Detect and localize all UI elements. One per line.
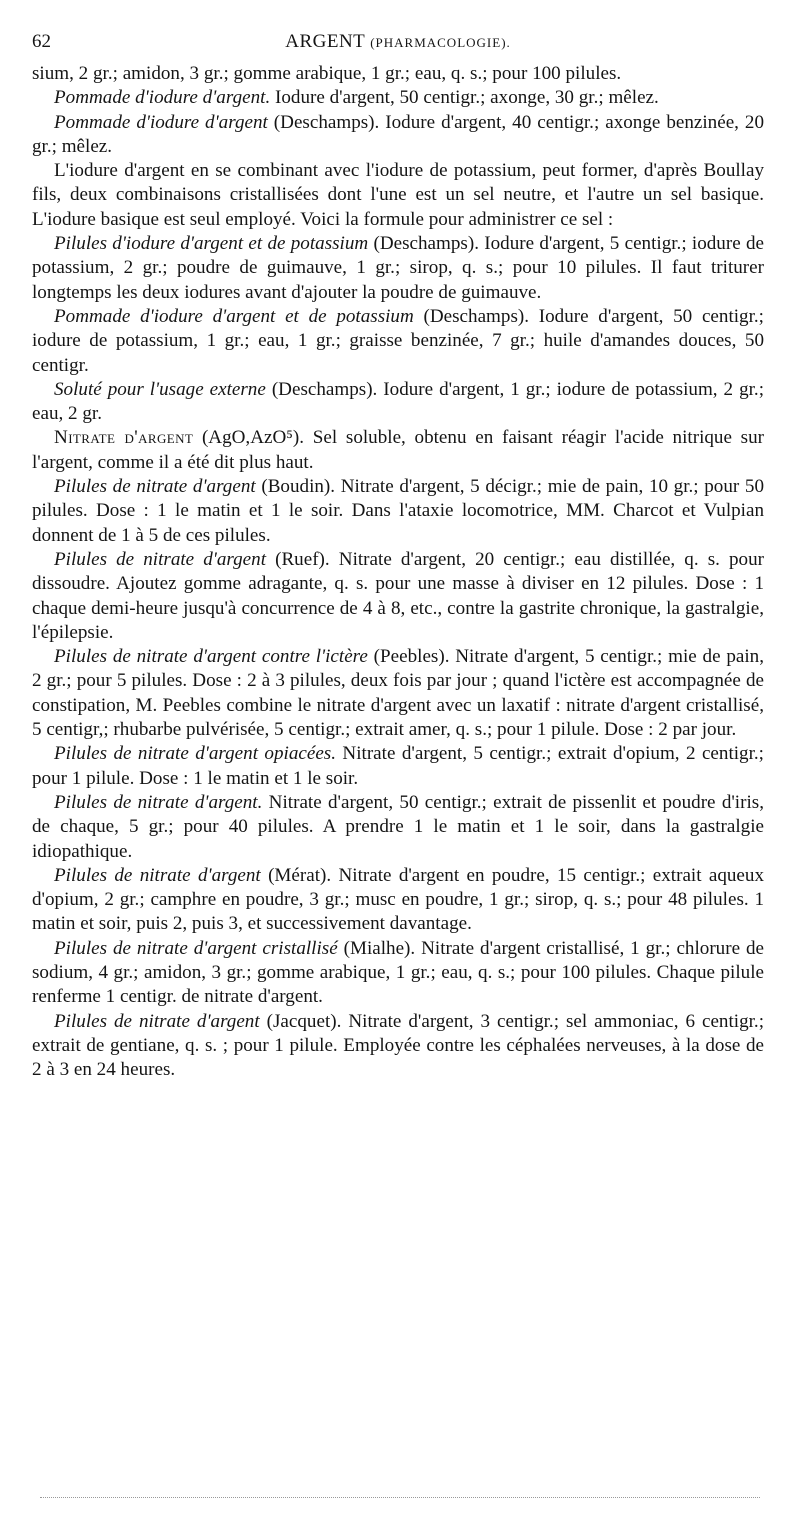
document-page — [32, 30, 764, 1082]
paragraph-text: sium, 2 gr.; amidon, 3 gr.; gomme arabique, 1 gr.; eau, q. s.; pour 100 pilules. — [32, 63, 622, 84]
paragraph — [32, 305, 764, 378]
formula-name: Pommade d'iodure d'argent et de potassium — [54, 305, 414, 327]
formula-name: Pilules de nitrate d'argent — [54, 548, 266, 570]
formula-name: Pilules de nitrate d'argent. — [54, 791, 263, 813]
paragraph-text: (Boudin). Nitrate d'argent, 5 décigr.; mie de pain, 10 gr.; pour 50 pilules. Dose : 1 le matin et 1 le soir. Dans l'ataxie locomotrice, MM. Charcot et Vulpian donnent de 1 à 5 de ces pilules. — [32, 476, 765, 546]
running-title-main: ARGENT — [285, 31, 365, 52]
paragraph-text: (AgO,AzO⁵). Sel soluble, obtenu en faisant réagir l'acide nitrique sur l'argent, comme il a été dit plus haut. — [32, 427, 765, 473]
formula-name: Pilules de nitrate d'argent — [54, 864, 261, 886]
formula-name: Pilules de nitrate d'argent — [54, 476, 256, 498]
paragraph — [32, 475, 764, 548]
paragraph-text: (Deschamps). Iodure d'argent, 1 gr.; iodure de potassium, 2 gr.; eau, 2 gr. — [32, 378, 765, 425]
formula-name: Pommade d'iodure d'argent — [54, 111, 268, 133]
page-header — [32, 30, 764, 62]
paragraph — [32, 937, 764, 1010]
formula-name: Pilules de nitrate d'argent contre l'ictère — [54, 646, 368, 668]
paragraph-text: (Mérat). Nitrate d'argent en poudre, 15 centigr.; extrait aqueux d'opium, 2 gr.; camphre en poudre, 3 gr.; musc en poudre, 1 gr.; sirop, q. s.; pour 48 pilules. 1 matin et soir, puis 2, puis 3, et successivement davantage. — [32, 864, 764, 935]
paragraph-text: (Deschamps). Iodure d'argent, 5 centigr.; iodure de potassium, 2 gr.; poudre de guimauve, 1 gr.; sirop, q. s.; pour 10 pilules. Il faut triturer longtemps les deux iodures avant d'ajouter la poudre de guimauve. — [32, 233, 764, 303]
paragraph — [32, 426, 764, 475]
paragraph-text: Iodure d'argent, 50 centigr.; axonge, 30 gr.; mêlez. — [270, 87, 659, 109]
paragraph — [32, 645, 764, 742]
paragraph-text: (Peebles). Nitrate d'argent, 5 centigr.; mie de pain, 2 gr.; pour 5 pilules. Dose : 2 à 3 pilules, deux fois par jour ; quand l'ictère est accompagnée de constipation, M. Peebles combine le nitrate d'argent avec un laxatif : nitrate d'argent cristallisé, 5 centigr,; rhubarbe pulvérisée, 5 centigr.; extrait amer, q. s.; pour 1 pilule. Dose : 2 par jour. — [32, 646, 764, 741]
paragraph — [32, 548, 764, 645]
paragraph-text: (Deschamps). Iodure d'argent, 40 centigr.; axonge benzinée, 20 gr.; mêlez. — [32, 111, 764, 157]
running-title-sub: (PHARMACOLOGIE). — [370, 35, 511, 50]
paragraph-text: L'iodure d'argent en se combinant avec l'iodure de potassium, peut former, d'après Boullay fils, deux combinaisons cristallisées dont l'une est un sel neutre, et l'autre un sel basique. L'iodure basique est seul employé. Voici la formule pour administrer ce sel : — [32, 160, 764, 230]
page-number: 62 — [32, 31, 51, 52]
formula-name: Pommade d'iodure d'argent. — [54, 87, 271, 109]
formula-name: Soluté pour l'usage externe — [54, 378, 266, 400]
paragraph-text: Nitrate d'argent, 50 centigr.; extrait de pissenlit et poudre d'iris, de chaque, 5 gr.; pour 40 pilules. A prendre 1 le matin et 1 le soir, dans la gastralgie idiopathique. — [32, 791, 764, 862]
paragraph — [32, 742, 764, 791]
paragraph-text: (Mialhe). Nitrate d'argent cristallisé, 1 gr.; chlorure de sodium, 4 gr.; amidon, 3 gr.; gomme arabique, 1 gr.; eau, q. s.; pour 100 pilules. Chaque pilule renferme 1 centigr. de nitrate d'argent. — [32, 937, 764, 1008]
paragraph — [32, 378, 764, 427]
formula-name: Pilules de nitrate d'argent — [54, 1010, 260, 1032]
running-title — [32, 30, 764, 55]
paragraph — [32, 864, 764, 937]
formula-name: Pilules de nitrate d'argent cristallisé — [54, 937, 338, 959]
paragraph — [32, 791, 764, 864]
paragraph — [32, 232, 764, 305]
paragraph — [32, 62, 764, 86]
paragraph-text: Nitrate d'argent, 5 centigr.; extrait d'opium, 2 centigr.; pour 1 pilule. Dose : 1 le matin et 1 le soir. — [32, 743, 764, 789]
formula-name: Pilules de nitrate d'argent opiacées. — [54, 743, 336, 765]
paragraph-text: (Ruef). Nitrate d'argent, 20 centigr.; eau distillée, q. s. pour dissoudre. Ajoutez gomme adragante, q. s. pour une masse à diviser en 12 pilules. Dose : 1 chaque demi-heure jusqu'à concurrence de 4 à 8, etc., contre la gastrite chronique, la gastralgie, l'épilepsie. — [32, 548, 764, 643]
footer-rule — [40, 1497, 760, 1498]
formula-name: Pilules d'iodure d'argent et de potassium — [54, 233, 369, 255]
body-text — [32, 62, 764, 1082]
paragraph — [32, 1010, 764, 1083]
paragraph — [32, 111, 764, 160]
paragraph — [32, 159, 764, 232]
paragraph-text: (Jacquet). Nitrate d'argent, 3 centigr.; sel ammoniac, 6 centigr.; extrait de gentiane, q. s. ; pour 1 pilule. Employée contre les céphalées nerveuses, à la dose de 2 à 3 en 24 heures. — [32, 1010, 765, 1081]
paragraph — [32, 86, 764, 110]
section-heading: Nitrate d'argent — [54, 427, 194, 449]
paragraph-text: (Deschamps). Iodure d'argent, 50 centigr.; iodure de potassium, 1 gr.; eau, 1 gr.; graisse benzinée, 7 gr.; huile d'amandes douces, 50 centigr. — [32, 305, 764, 376]
